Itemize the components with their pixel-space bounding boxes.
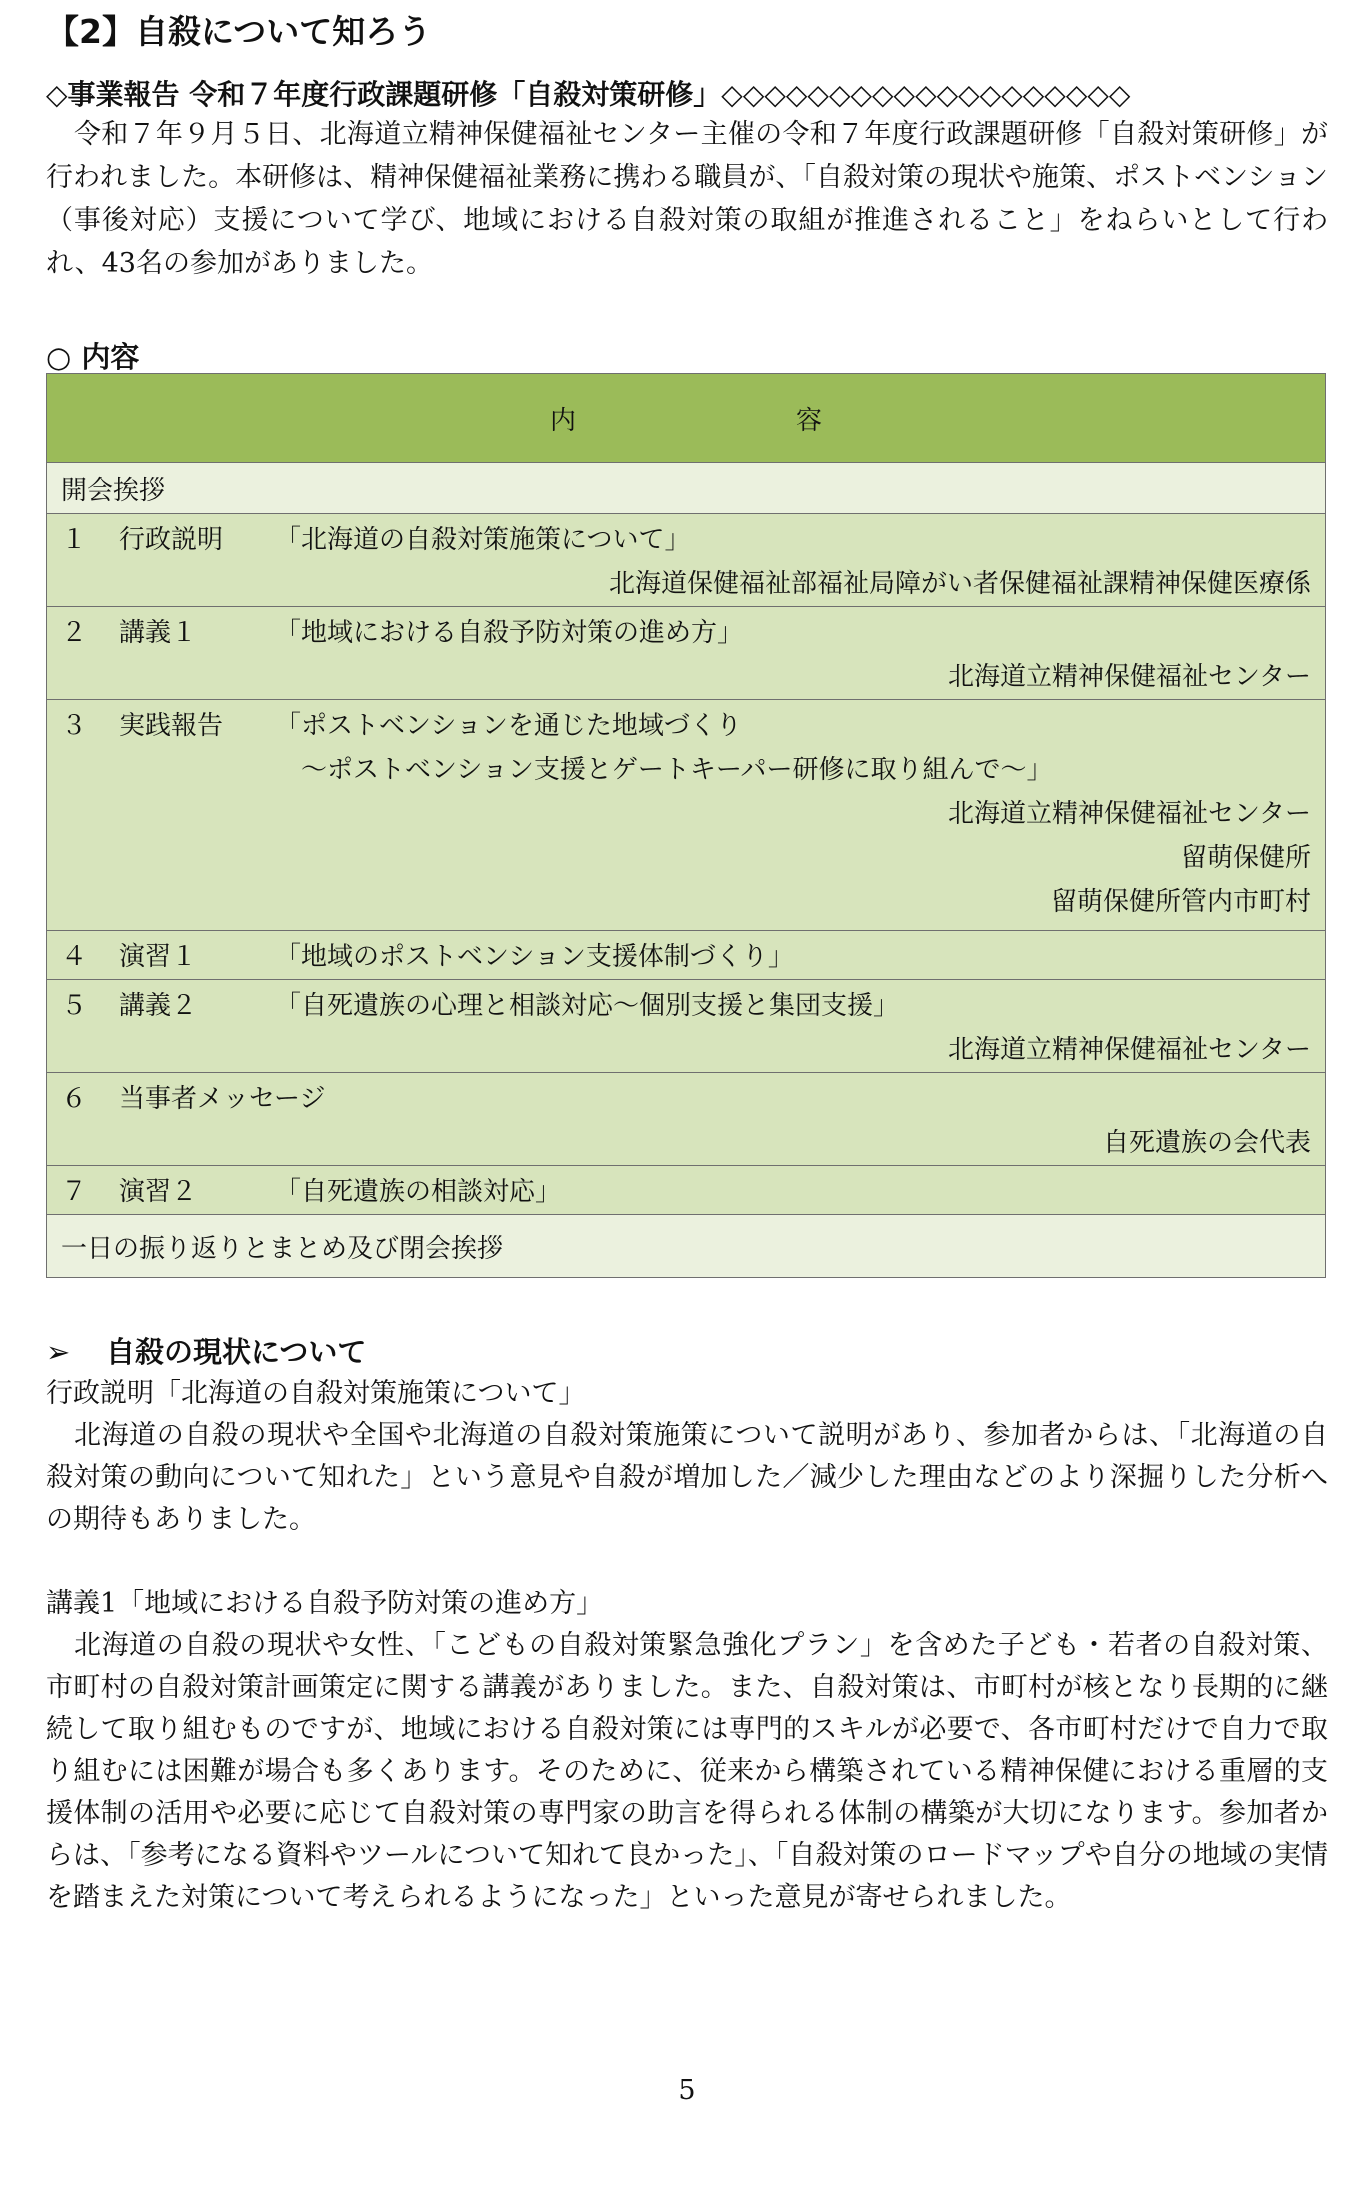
- table-row: [47, 700, 1326, 931]
- item-organization: 自死遺族の会代表: [1102, 1128, 1311, 1158]
- section-body: 北海道の自殺の現状や女性、「こどもの自殺対策緊急強化プラン」を含めた子ども・若者の自殺対策、市町村の自殺対策計画策定に関する講義がありました。また、自殺対策は、市町村が核となり長期的に継続して取り組むものですが、地域における自殺対策には専門的スキルが必要で、各市町村だけで自力で取り組むには困難が場合も多くあります。そのために、従来から構築されている精神保健における重層的支援体制の活用や必要に応じて自殺対策の専門家の助言を得られる体制の構築が大切になります。参加者からは、「参考になる資料やツールについて知れて良かった」、「自殺対策のロードマップや自分の地域の実情を踏まえた対策について考えられるようになった」といった意見が寄せられました。: [46, 1630, 1328, 1913]
- item-number: １: [61, 525, 88, 555]
- table-row: [47, 931, 1326, 980]
- item-topic: 「北海道の自殺対策施策について」: [275, 525, 691, 555]
- table-row: [47, 607, 1326, 700]
- content-heading: ○ 内容: [46, 340, 140, 374]
- status-heading: [46, 1330, 366, 1371]
- item-topic: 「ポストベンションを通じた地域づくり: [275, 711, 742, 741]
- lecture1-section: [46, 1583, 1328, 1919]
- table-header: 内容: [549, 405, 1042, 436]
- item-number: ４: [61, 942, 88, 972]
- item-number: ６: [61, 1084, 88, 1114]
- item-kind: 演習２: [119, 1177, 198, 1207]
- section-lead: 行政説明「北海道の自殺対策施策について」: [46, 1378, 586, 1409]
- closing-cell: 一日の振り返りとまとめ及び閉会挨拶: [47, 1215, 1326, 1278]
- table-row: [47, 1073, 1326, 1166]
- item-kind: 演習１: [119, 942, 198, 972]
- program-table: [46, 373, 1326, 1278]
- item-topic: 「地域における自殺予防対策の進め方」: [275, 618, 744, 648]
- item-kind: 講義１: [119, 618, 198, 648]
- item-topic: 「自死遺族の相談対応」: [275, 1177, 562, 1207]
- item-number: ５: [61, 991, 88, 1021]
- section-body: 北海道の自殺の現状や全国や北海道の自殺対策施策について説明があり、参加者からは、「北海道の自殺対策の動向について知れた」という意見や自殺が増加した／減少した理由などのより深掘りした分析への期待もありました。: [46, 1420, 1328, 1535]
- item-kind: 実践報告: [119, 711, 224, 741]
- item-organization: 北海道立精神保健福祉センター: [948, 799, 1311, 829]
- item-kind: 行政説明: [119, 525, 224, 555]
- report-heading: ◇事業報告 令和７年度行政課題研修「自殺対策研修」◇◇◇◇◇◇◇◇◇◇◇◇◇◇◇◇◇◇◇: [46, 78, 1131, 111]
- table-header-row: [47, 374, 1326, 463]
- item-number: ７: [61, 1177, 88, 1207]
- opening-cell: 開会挨拶: [47, 463, 1326, 514]
- item-topic-continued: ～ポストベンション支援とゲートキーパー研修に取り組んで～」: [301, 755, 1053, 785]
- section-lead: 講義1「地域における自殺予防対策の進め方」: [46, 1588, 604, 1619]
- item-organization: 留萌保健所管内市町村: [1050, 887, 1311, 917]
- table-row: [47, 1166, 1326, 1215]
- item-kind: 講義２: [119, 991, 198, 1021]
- item-organization: 北海道保健福祉部福祉局障がい者保健福祉課精神保健医療係: [608, 569, 1311, 599]
- status-heading-text: 自殺の現状について: [106, 1335, 367, 1369]
- item-topic: 「地域のポストベンション支援体制づくり」: [275, 942, 794, 972]
- item-topic: 「自死遺族の心理と相談対応～個別支援と集団支援」: [275, 991, 900, 1021]
- item-organization: 北海道立精神保健福祉センター: [948, 1035, 1311, 1065]
- admin-explanation-section: [46, 1373, 1328, 1541]
- item-number: ３: [61, 711, 88, 741]
- table-row: [47, 980, 1326, 1073]
- arrow-bullet-icon: ➢: [46, 1335, 71, 1369]
- item-organization: 留萌保健所: [1180, 843, 1311, 873]
- item-kind: 当事者メッセージ: [119, 1084, 326, 1114]
- item-number: ２: [61, 618, 88, 648]
- table-row: [47, 514, 1326, 607]
- section-title: 【2】自殺について知ろう: [46, 12, 432, 51]
- page-number: 5: [678, 2075, 696, 2106]
- closing-row: [47, 1215, 1326, 1278]
- intro-text: 令和７年９月５日、北海道立精神保健福祉センター主催の令和７年度行政課題研修「自殺対策研修」が行われました。本研修は、精神保健福祉業務に携わる職員が、「自殺対策の現状や施策、ポストベンション（事後対応）支援について学び、地域における自殺対策の取組が推進されること」をねらいとして行われ、43名の参加がありました。: [46, 119, 1328, 279]
- item-organization: 北海道立精神保健福祉センター: [948, 662, 1311, 692]
- opening-row: [47, 463, 1326, 514]
- intro-paragraph: [46, 113, 1328, 285]
